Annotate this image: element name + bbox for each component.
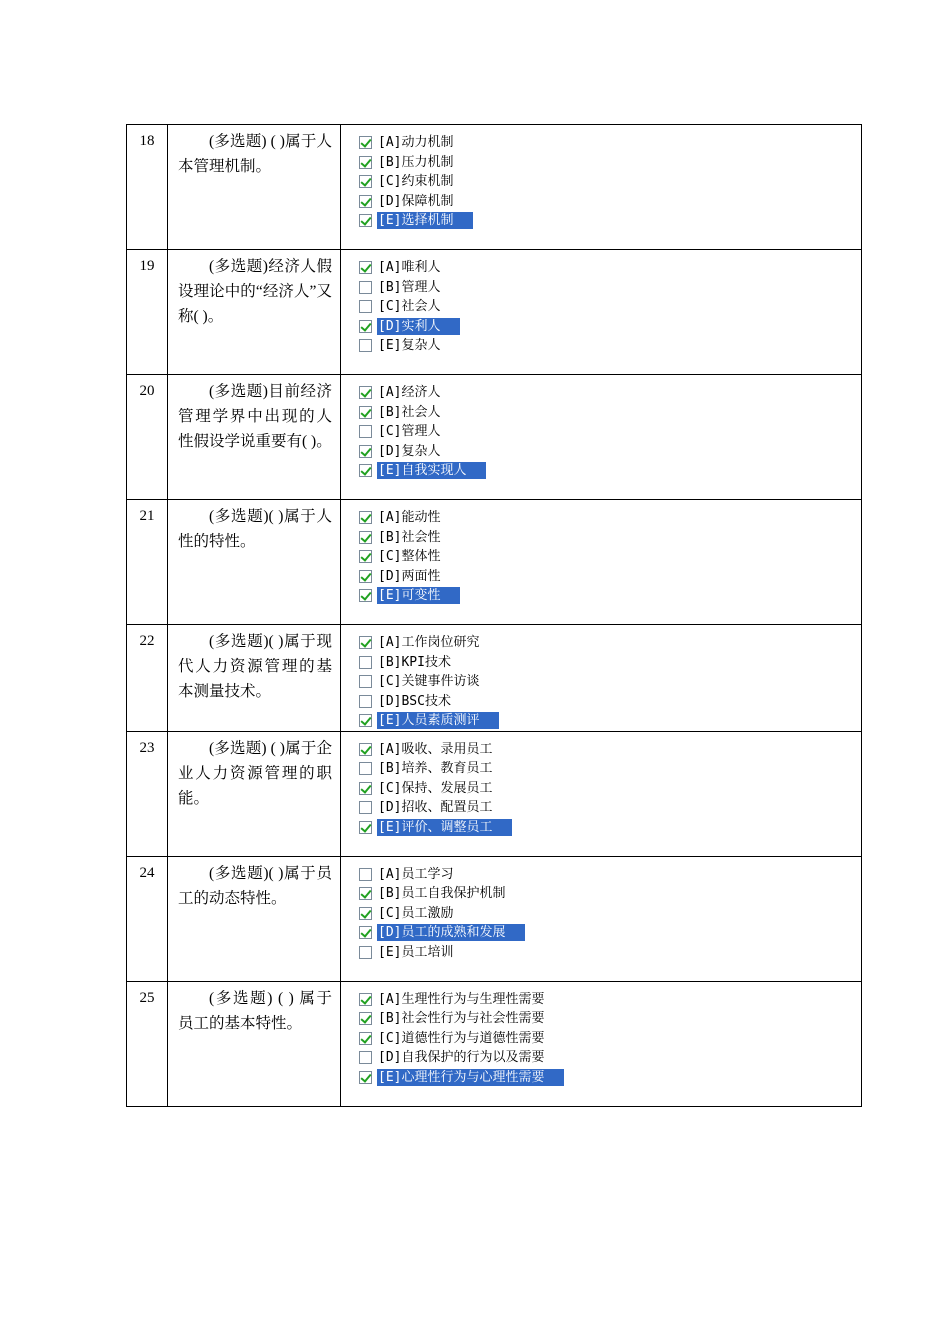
checkbox-checked-icon[interactable] [359, 589, 372, 602]
option-label: [B]员工自我保护机制 [378, 886, 506, 902]
option-label: [B]社会性 [378, 529, 441, 545]
question-number: 25 [139, 989, 155, 1006]
checkbox-unchecked-icon[interactable] [359, 281, 372, 294]
option-label: [D]两面性 [378, 568, 441, 584]
checkbox-unchecked-icon[interactable] [359, 656, 372, 669]
question-text: (多选题) ( ) 属于员工的基本特性。 [178, 989, 332, 1032]
option-label: [C]管理人 [378, 424, 441, 440]
question-number-cell [127, 500, 168, 625]
checkbox-checked-icon[interactable] [359, 386, 372, 399]
question-number-cell [127, 731, 168, 856]
question-text: (多选题) ( )属于企业人力资源管理的职能。 [178, 739, 332, 807]
option-list [341, 125, 861, 231]
question-row [127, 856, 862, 981]
checkbox-checked-icon[interactable] [359, 1032, 372, 1045]
option-item[interactable] [359, 653, 861, 673]
option-item[interactable] [359, 1068, 861, 1088]
checkbox-checked-icon[interactable] [359, 261, 372, 274]
option-item[interactable] [359, 567, 861, 587]
checkbox-checked-icon[interactable] [359, 531, 372, 544]
question-number-cell [127, 250, 168, 375]
question-text-cell [168, 250, 341, 375]
checkbox-checked-icon[interactable] [359, 907, 372, 920]
options-cell [341, 731, 862, 856]
question-number: 22 [139, 633, 155, 649]
option-label: [C]员工激励 [378, 905, 454, 921]
checkbox-checked-icon[interactable] [359, 570, 372, 583]
checkbox-checked-icon[interactable] [359, 926, 372, 939]
question-text-cell [168, 125, 341, 250]
option-list [341, 857, 861, 963]
question-row [127, 625, 862, 732]
option-label: [A]能动性 [378, 510, 441, 526]
option-label: [E]人员素质测评 [377, 712, 499, 729]
option-item[interactable] [359, 461, 861, 481]
option-item[interactable] [359, 442, 861, 462]
checkbox-unchecked-icon[interactable] [359, 801, 372, 814]
question-text-cell [168, 500, 341, 625]
option-item[interactable] [359, 528, 861, 548]
checkbox-checked-icon[interactable] [359, 320, 372, 333]
option-item[interactable] [359, 133, 861, 153]
checkbox-checked-icon[interactable] [359, 464, 372, 477]
option-label: [E]自我实现人 [377, 462, 486, 479]
option-label: [D]复杂人 [378, 443, 441, 459]
checkbox-checked-icon[interactable] [359, 1071, 372, 1084]
checkbox-checked-icon[interactable] [359, 636, 372, 649]
checkbox-checked-icon[interactable] [359, 195, 372, 208]
option-label: [C]关键事件访谈 [378, 674, 480, 690]
checkbox-checked-icon[interactable] [359, 445, 372, 458]
option-item[interactable] [359, 943, 861, 963]
checkbox-checked-icon[interactable] [359, 821, 372, 834]
option-label: [E]评价、调整员工 [377, 819, 512, 836]
option-item[interactable] [359, 172, 861, 192]
option-item[interactable] [359, 586, 861, 606]
option-label: [E]心理性行为与心理性需要 [377, 1069, 564, 1086]
option-item[interactable] [359, 779, 861, 799]
checkbox-unchecked-icon[interactable] [359, 695, 372, 708]
option-item[interactable] [359, 1029, 861, 1049]
option-label: [A]吸收、录用员工 [378, 741, 493, 757]
option-label: [C]社会人 [378, 299, 441, 315]
question-number-cell [127, 856, 168, 981]
option-item[interactable] [359, 383, 861, 403]
question-row [127, 981, 862, 1106]
question-text: (多选题)( )属于人性的特性。 [178, 508, 332, 550]
option-item[interactable] [359, 818, 861, 838]
option-label: [E]可变性 [377, 587, 460, 604]
question-row [127, 125, 862, 250]
option-list [341, 732, 861, 838]
option-item[interactable] [359, 258, 861, 278]
option-item[interactable] [359, 759, 861, 779]
question-row [127, 731, 862, 856]
option-label: [A]员工学习 [378, 866, 454, 882]
option-item[interactable] [359, 317, 861, 337]
option-list [341, 375, 861, 481]
question-number: 21 [139, 508, 155, 524]
option-item[interactable] [359, 798, 861, 818]
checkbox-checked-icon[interactable] [359, 993, 372, 1006]
question-text-cell [168, 981, 341, 1106]
option-item[interactable] [359, 884, 861, 904]
option-item[interactable] [359, 633, 861, 653]
option-item[interactable] [359, 1009, 861, 1029]
option-label: [B]KPI技术 [378, 654, 451, 670]
option-label: [A]生理性行为与生理性需要 [378, 991, 545, 1007]
question-number-cell [127, 981, 168, 1106]
checkbox-checked-icon[interactable] [359, 214, 372, 227]
option-label: [D]员工的成熟和发展 [377, 924, 525, 941]
question-number-cell [127, 625, 168, 732]
option-label: [C]保持、发展员工 [378, 780, 493, 796]
option-label: [A]经济人 [378, 385, 441, 401]
question-text-cell [168, 731, 341, 856]
option-label: [B]管理人 [378, 279, 441, 295]
question-row [127, 375, 862, 500]
option-label: [C]整体性 [378, 549, 441, 565]
checkbox-unchecked-icon[interactable] [359, 946, 372, 959]
checkbox-checked-icon[interactable] [359, 136, 372, 149]
option-item[interactable] [359, 904, 861, 924]
option-item[interactable] [359, 990, 861, 1010]
question-rows [127, 125, 862, 1107]
question-number-cell [127, 375, 168, 500]
option-label: [B]社会人 [378, 404, 441, 420]
options-cell [341, 625, 862, 732]
question-number: 20 [139, 383, 155, 399]
option-label: [C]道德性行为与道德性需要 [378, 1030, 545, 1046]
option-label: [A]动力机制 [378, 135, 454, 151]
question-number: 23 [139, 739, 155, 756]
checkbox-checked-icon[interactable] [359, 743, 372, 756]
option-label: [D]BSC技术 [378, 693, 451, 709]
checkbox-checked-icon[interactable] [359, 406, 372, 419]
option-list [341, 625, 861, 731]
option-item[interactable] [359, 336, 861, 356]
option-item[interactable] [359, 297, 861, 317]
option-item[interactable] [359, 211, 861, 231]
checkbox-checked-icon[interactable] [359, 156, 372, 169]
checkbox-unchecked-icon[interactable] [359, 425, 372, 438]
option-label: [E]员工培训 [378, 944, 454, 960]
checkbox-unchecked-icon[interactable] [359, 300, 372, 313]
checkbox-unchecked-icon[interactable] [359, 339, 372, 352]
question-text: (多选题)目前经济管理学界中出现的人性假设学说重要有( )。 [178, 383, 332, 450]
option-list [341, 500, 861, 606]
option-label: [E]复杂人 [378, 338, 441, 354]
options-cell [341, 125, 862, 250]
option-item[interactable] [359, 692, 861, 712]
question-row [127, 500, 862, 625]
checkbox-checked-icon[interactable] [359, 887, 372, 900]
option-item[interactable] [359, 865, 861, 885]
option-list [341, 250, 861, 356]
option-item[interactable] [359, 192, 861, 212]
option-item[interactable] [359, 278, 861, 298]
checkbox-unchecked-icon[interactable] [359, 868, 372, 881]
option-label: [B]社会性行为与社会性需要 [378, 1011, 545, 1027]
option-item[interactable] [359, 422, 861, 442]
options-cell [341, 500, 862, 625]
question-text: (多选题) ( )属于人本管理机制。 [178, 133, 332, 175]
option-item[interactable] [359, 672, 861, 692]
option-item[interactable] [359, 153, 861, 173]
checkbox-checked-icon[interactable] [359, 550, 372, 563]
option-label: [B]压力机制 [378, 154, 454, 170]
options-cell [341, 856, 862, 981]
option-label: [C]约束机制 [378, 174, 454, 190]
option-item[interactable] [359, 711, 861, 731]
question-number-cell [127, 125, 168, 250]
option-label: [A]唯利人 [378, 260, 441, 276]
option-label: [D]招收、配置员工 [378, 800, 493, 816]
question-text-cell [168, 856, 341, 981]
checkbox-checked-icon[interactable] [359, 714, 372, 727]
question-row [127, 250, 862, 375]
question-number: 18 [139, 133, 155, 149]
option-label: [B]培养、教育员工 [378, 761, 493, 777]
option-label: [D]自我保护的行为以及需要 [378, 1050, 545, 1066]
checkbox-checked-icon[interactable] [359, 782, 372, 795]
option-label: [A]工作岗位研究 [378, 635, 480, 651]
options-cell [341, 981, 862, 1106]
option-list [341, 982, 861, 1088]
checkbox-unchecked-icon[interactable] [359, 675, 372, 688]
question-text: (多选题)( )属于现代人力资源管理的基本测量技术。 [178, 633, 332, 700]
option-label: [E]选择机制 [377, 212, 473, 229]
options-cell [341, 375, 862, 500]
option-item[interactable] [359, 1048, 861, 1068]
option-item[interactable] [359, 403, 861, 423]
checkbox-unchecked-icon[interactable] [359, 762, 372, 775]
options-cell [341, 250, 862, 375]
question-text-cell [168, 375, 341, 500]
option-label: [D]实利人 [377, 318, 460, 335]
option-item[interactable] [359, 923, 861, 943]
option-label: [D]保障机制 [378, 193, 454, 209]
option-item[interactable] [359, 740, 861, 760]
checkbox-unchecked-icon[interactable] [359, 1051, 372, 1064]
option-item[interactable] [359, 508, 861, 528]
question-text: (多选题)( )属于员工的动态特性。 [178, 864, 332, 907]
question-table [126, 124, 862, 1107]
checkbox-checked-icon[interactable] [359, 175, 372, 188]
checkbox-checked-icon[interactable] [359, 511, 372, 524]
question-text: (多选题)经济人假设理论中的“经济人”又称( )。 [178, 258, 332, 325]
question-number: 24 [139, 864, 155, 881]
question-number: 19 [139, 258, 155, 274]
checkbox-checked-icon[interactable] [359, 1012, 372, 1025]
question-text-cell [168, 625, 341, 732]
option-item[interactable] [359, 547, 861, 567]
